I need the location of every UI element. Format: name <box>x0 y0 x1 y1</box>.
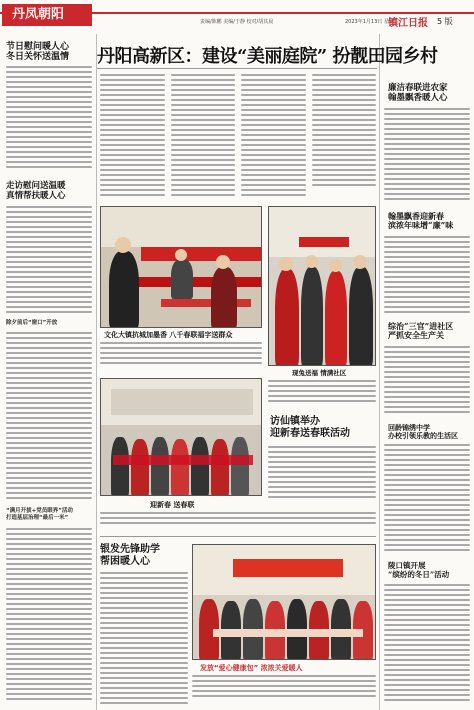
article-text <box>268 446 376 506</box>
right-headline-3: 综治“三官”进社区 严抓安全生产关 <box>388 321 454 341</box>
article-text <box>100 572 188 706</box>
yinfa-headline: 银发先锋助学 帮困暖人心 <box>100 544 160 567</box>
photo-description <box>268 380 376 410</box>
lead-article-text <box>100 74 376 198</box>
section-title: 丹凤朝阳 <box>2 4 92 26</box>
photo-spring-couplets <box>100 378 262 496</box>
lead-rule <box>97 68 377 69</box>
right-headline-1: 廉洁春联进农家 翰墨飘香暖人心 <box>388 83 448 103</box>
article-text <box>384 444 470 556</box>
fangxian-headline: 访仙镇举办 迎新春送春联活动 <box>270 416 350 439</box>
column-rule-left <box>96 34 97 710</box>
left-headline-1: 节日慰问暖人心 冬日关怀送温情 <box>6 42 70 63</box>
article-text <box>384 108 470 204</box>
lead-headline: 丹阳高新区：建设“美丽庭院” 扮靓田园乡村 <box>97 46 438 67</box>
left-headline-4: “满月开拔+党员眼界”活动 打造基层治理“最后一米” <box>6 508 73 521</box>
photo-caption-1: 文化大镇抗城加墨香 八千春联福字送群众 <box>104 331 233 339</box>
article-text <box>6 206 92 314</box>
photo-caption-4: 发放“爱心健康包” 浓浓关爱暖人 <box>200 664 303 672</box>
photo-description <box>100 512 376 532</box>
article-text <box>384 346 470 418</box>
photo-description <box>192 675 376 707</box>
right-headline-4: 回龄锦绣中学 办校引领乐教的生活区 <box>388 423 458 441</box>
photo-health-pack <box>192 544 376 660</box>
right-headline-5: 陵口镇开展 “缤纷的冬日”活动 <box>388 561 450 579</box>
article-text <box>384 236 470 318</box>
left-headline-2: 走访慰问送温暖 真情帮扶暖人心 <box>6 181 66 201</box>
masthead <box>0 0 474 30</box>
issue-date: 2023年1月13日 星期五 <box>345 19 399 25</box>
photo-community-blessing <box>268 206 376 366</box>
photo-caption-3: 迎新春 送春联 <box>150 501 195 509</box>
editor-credits: 责编/陈鹏 美编/于静 校对/胡其晨 <box>200 19 274 25</box>
left-headline-3: 除夕前后“窗口”开放 <box>6 320 58 326</box>
article-text <box>6 66 92 171</box>
page-number: 5 版 <box>437 17 453 26</box>
article-text <box>6 528 92 706</box>
newspaper-logo: 镇江日报 <box>388 18 428 29</box>
right-headline-2: 翰墨飘香迎新春 滨浓年味增“廉”味 <box>388 211 454 231</box>
photo-caption-2: 现兔送福 情满社区 <box>292 369 347 377</box>
section-rule <box>100 536 376 537</box>
photo-description <box>100 342 262 372</box>
photo-calligraphy-event <box>100 206 262 328</box>
column-rule-right <box>379 34 380 710</box>
article-text <box>384 584 470 706</box>
article-text <box>6 332 92 502</box>
